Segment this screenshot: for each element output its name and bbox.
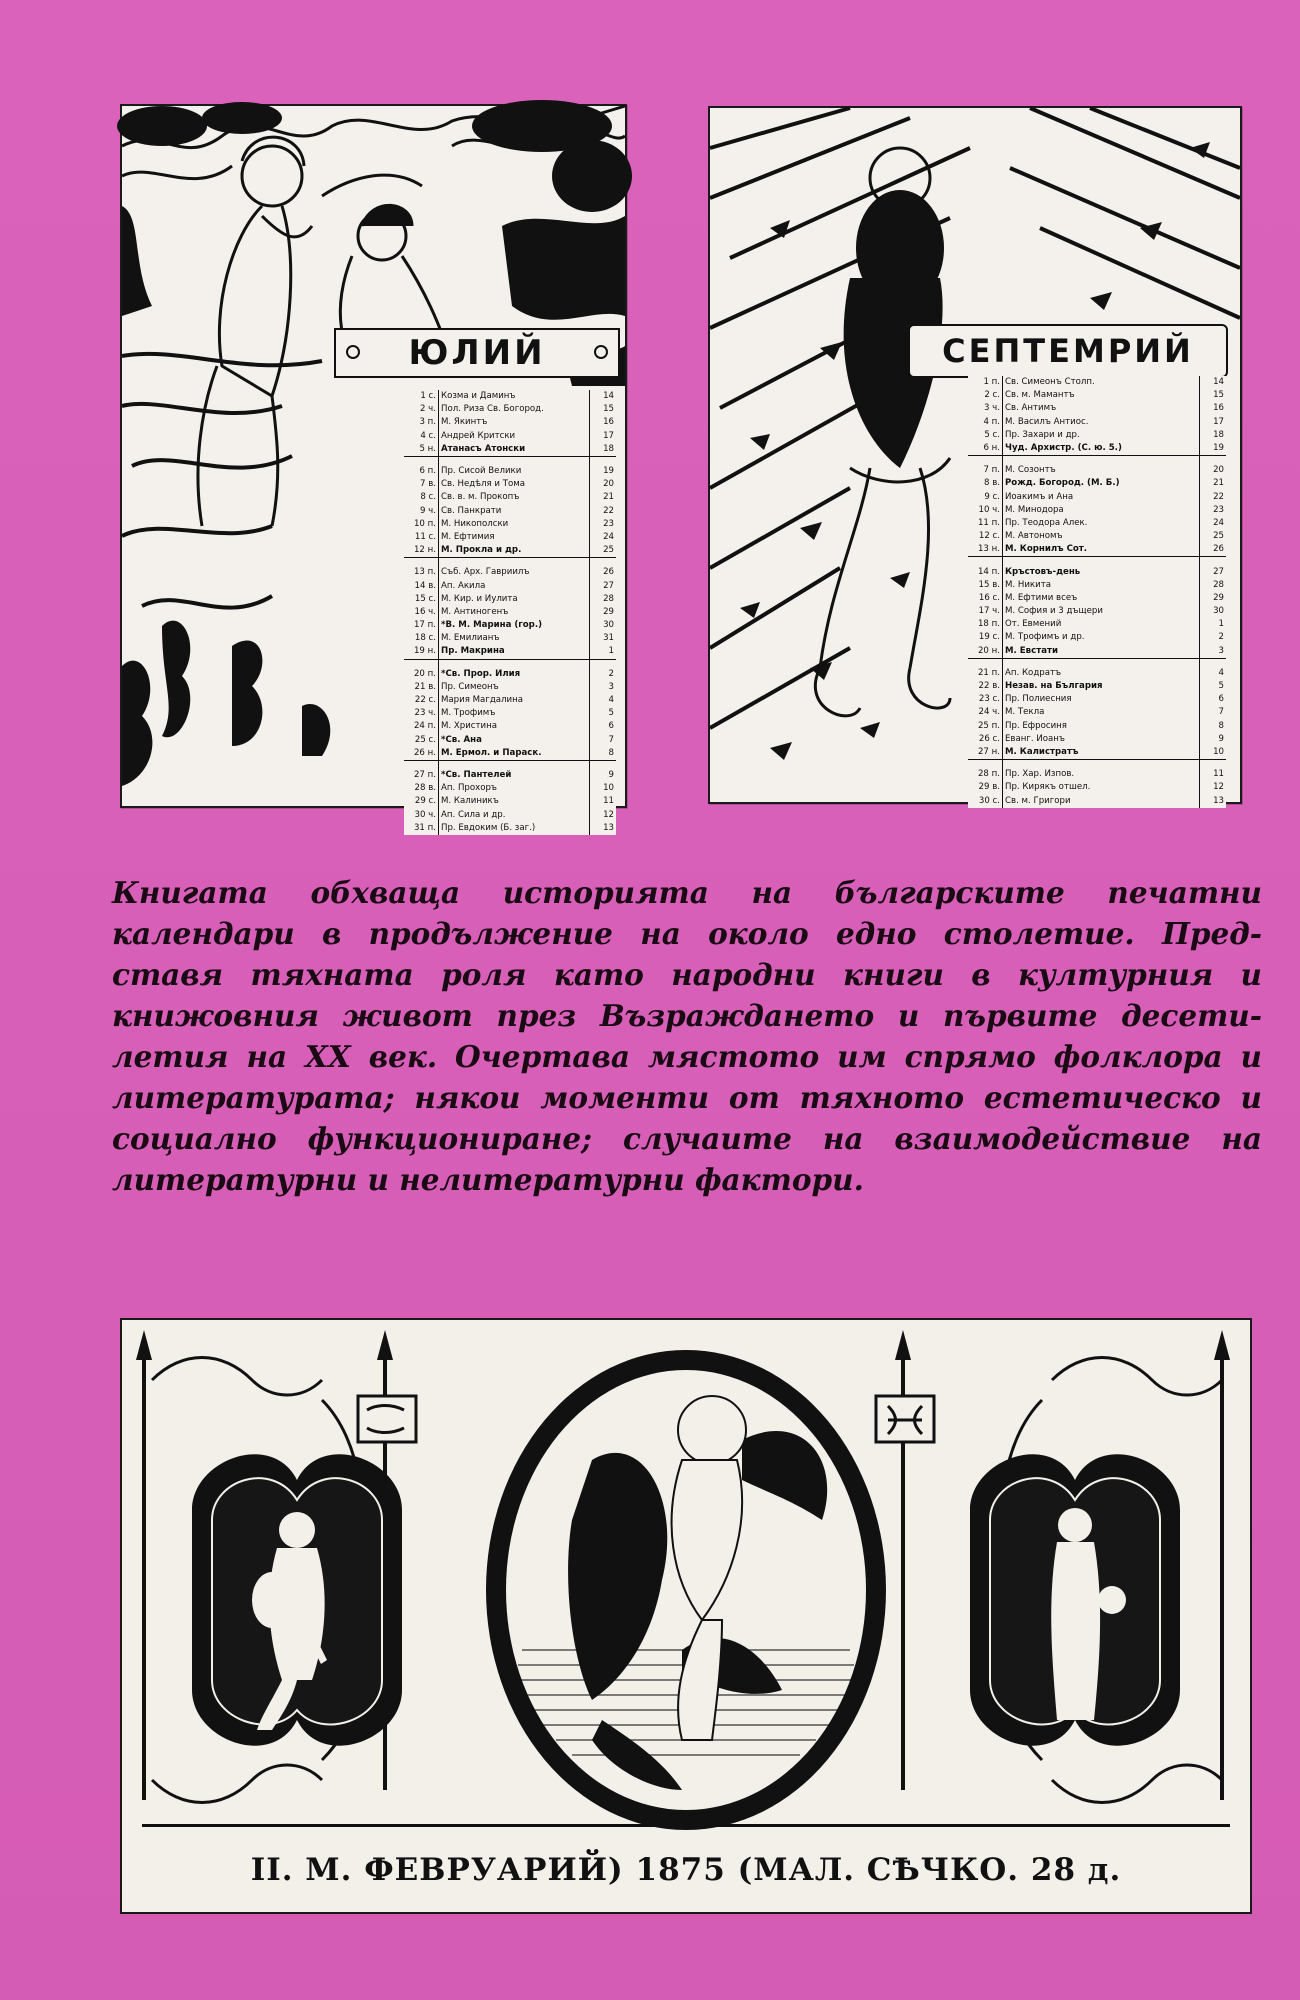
old-style-date: 9 bbox=[608, 769, 614, 780]
old-style-date: 1 bbox=[1218, 619, 1224, 630]
day-number: 30 ч. bbox=[404, 808, 439, 821]
day-number: 28 п. bbox=[968, 768, 1003, 781]
week-gap bbox=[404, 760, 616, 769]
saint-name: Пр. Теодора Алек. bbox=[1003, 517, 1200, 530]
old-style-date: 7 bbox=[1218, 707, 1224, 718]
old-style-date: 18 bbox=[1213, 429, 1224, 440]
week-gap bbox=[404, 456, 616, 465]
saint-name: Съб. Арх. Гавриилъ bbox=[439, 566, 590, 579]
calendar-day-row bbox=[404, 734, 616, 747]
day-number: 9 ч. bbox=[404, 505, 439, 518]
day-number: 24 ч. bbox=[968, 706, 1003, 719]
calendar-day-row bbox=[404, 619, 616, 632]
day-number: 29 с. bbox=[404, 795, 439, 808]
calendar-day-row bbox=[968, 543, 1226, 557]
saint-name: Чуд. Архистр. (С. ю. 5.) bbox=[1003, 442, 1200, 456]
old-style-date: 5 bbox=[608, 708, 614, 719]
saint-name: М. Текла bbox=[1003, 706, 1200, 719]
calendar-day-row bbox=[968, 504, 1226, 517]
old-style-date: 3 bbox=[608, 681, 614, 692]
calendar-day-row bbox=[968, 781, 1226, 794]
saint-name: Рожд. Богород. (М. Б.) bbox=[1003, 477, 1200, 490]
day-number: 14 в. bbox=[404, 579, 439, 592]
day-number: 16 с. bbox=[968, 592, 1003, 605]
saint-name: М. Евстати bbox=[1003, 645, 1200, 659]
day-number: 27 п. bbox=[404, 769, 439, 782]
calendar-day-row bbox=[968, 794, 1226, 807]
saint-name: Ап. Сила и др. bbox=[439, 808, 590, 821]
calendar-day-row bbox=[968, 389, 1226, 402]
february-1875-engraving bbox=[120, 1318, 1252, 1914]
saint-name: М. Христина bbox=[439, 720, 590, 733]
description-line: книжовния живот през Възраждането и първите десети- bbox=[112, 998, 1262, 1033]
saint-name: М. София и 3 дъщери bbox=[1003, 605, 1200, 618]
calendar-day-row bbox=[404, 681, 616, 694]
day-number: 17 ч. bbox=[968, 605, 1003, 618]
old-style-date: 22 bbox=[1213, 491, 1224, 502]
week-gap bbox=[404, 659, 616, 668]
saint-name: Пр. Хар. Изпов. bbox=[1003, 768, 1200, 781]
old-style-date: 29 bbox=[1213, 592, 1224, 603]
old-style-date: 11 bbox=[603, 796, 614, 807]
day-number: 2 ч. bbox=[404, 403, 439, 416]
day-number: 1 с. bbox=[404, 390, 439, 403]
day-number: 11 с. bbox=[404, 531, 439, 544]
day-number: 26 н. bbox=[404, 747, 439, 761]
saint-name: М. Никополски bbox=[439, 518, 590, 531]
day-number: 9 с. bbox=[968, 491, 1003, 504]
saint-name: Св. м. Мамантъ bbox=[1003, 389, 1200, 402]
calendar-day-row bbox=[404, 707, 616, 720]
old-style-date: 16 bbox=[603, 417, 614, 428]
calendar-day-row bbox=[968, 429, 1226, 442]
old-style-date: 8 bbox=[590, 747, 617, 761]
saint-name: Ап. Прохоръ bbox=[439, 782, 590, 795]
day-number: 2 с. bbox=[968, 389, 1003, 402]
calendar-day-row bbox=[404, 606, 616, 619]
old-style-date: 6 bbox=[608, 721, 614, 732]
saint-name: Атанасъ Атонски bbox=[439, 443, 590, 457]
old-style-date: 18 bbox=[590, 443, 617, 457]
saint-name: М. Автономъ bbox=[1003, 530, 1200, 543]
day-number: 18 с. bbox=[404, 632, 439, 645]
saint-name: М. Якинтъ bbox=[439, 416, 590, 429]
calendar-day-row bbox=[404, 694, 616, 707]
old-style-date: 30 bbox=[1213, 606, 1224, 617]
calendar-day-row bbox=[404, 782, 616, 795]
calendar-day-row bbox=[968, 720, 1226, 733]
old-style-date: 19 bbox=[1200, 442, 1227, 456]
calendar-day-row bbox=[968, 579, 1226, 592]
saint-name: М. Калиникъ bbox=[439, 795, 590, 808]
saint-name: М. Минодора bbox=[1003, 504, 1200, 517]
old-style-date: 25 bbox=[590, 544, 617, 558]
calendar-day-row bbox=[404, 808, 616, 821]
old-style-date: 29 bbox=[603, 606, 614, 617]
day-number: 7 в. bbox=[404, 478, 439, 491]
saint-name: Св. м. Григори bbox=[1003, 794, 1200, 807]
day-number: 19 н. bbox=[404, 645, 439, 659]
saint-name: М. Трофимъ bbox=[439, 707, 590, 720]
day-number: 25 п. bbox=[968, 720, 1003, 733]
old-style-date: 12 bbox=[603, 809, 614, 820]
calendar-day-row bbox=[404, 544, 616, 558]
day-number: 11 п. bbox=[968, 517, 1003, 530]
week-gap bbox=[404, 558, 616, 567]
day-number: 3 п. bbox=[404, 416, 439, 429]
calendar-day-row bbox=[404, 668, 616, 681]
banner-ornament-left bbox=[346, 345, 360, 359]
saint-name: Незав. на България bbox=[1003, 680, 1200, 693]
old-style-date: 11 bbox=[1213, 769, 1224, 780]
old-style-date: 23 bbox=[603, 518, 614, 529]
calendar-day-row bbox=[968, 376, 1226, 389]
day-number: 18 п. bbox=[968, 618, 1003, 631]
day-number: 6 н. bbox=[968, 442, 1003, 456]
day-number: 20 н. bbox=[968, 645, 1003, 659]
old-style-date: 14 bbox=[1213, 377, 1224, 388]
old-style-date: 2 bbox=[608, 668, 614, 679]
september-month-title: СЕПТЕМРИЙ bbox=[942, 332, 1194, 370]
old-style-date: 8 bbox=[1218, 720, 1224, 731]
old-style-date: 17 bbox=[1213, 416, 1224, 427]
day-number: 10 ч. bbox=[968, 504, 1003, 517]
old-style-date: 10 bbox=[603, 783, 614, 794]
saint-name: М. Ермол. и Параск. bbox=[439, 747, 590, 761]
old-style-date: 27 bbox=[603, 580, 614, 591]
day-number: 22 с. bbox=[404, 694, 439, 707]
calendar-day-row bbox=[404, 465, 616, 478]
july-calendar-page bbox=[120, 104, 627, 833]
calendar-day-row bbox=[404, 430, 616, 443]
saint-name: Пр. Сисой Велики bbox=[439, 465, 590, 478]
calendar-day-row bbox=[968, 667, 1226, 680]
day-number: 20 п. bbox=[404, 668, 439, 681]
day-number: 31 п. bbox=[404, 822, 439, 835]
description-line: летия на XX век. Очертава мястото им спрямо фолклора и bbox=[112, 1039, 1262, 1074]
banner-ornament-right bbox=[594, 345, 608, 359]
calendar-day-row bbox=[968, 517, 1226, 530]
calendar-day-row bbox=[404, 645, 616, 659]
day-number: 4 с. bbox=[404, 430, 439, 443]
old-style-date: 21 bbox=[603, 492, 614, 503]
saint-name: Иоакимъ и Ана bbox=[1003, 491, 1200, 504]
february-1875-caption: II. М. ФЕВРУАРИЙ) 1875 (МАЛ. СѢЧКО. 28 д. bbox=[250, 1852, 1122, 1888]
day-number: 26 с. bbox=[968, 733, 1003, 746]
saint-name: М. Емилианъ bbox=[439, 632, 590, 645]
old-style-date: 24 bbox=[603, 531, 614, 542]
saint-name: Св. Антимъ bbox=[1003, 402, 1200, 415]
calendar-day-row bbox=[404, 403, 616, 416]
description-line: литературни и нелитературни фактори. bbox=[112, 1162, 864, 1197]
saint-name: М. Ефтими всеъ bbox=[1003, 592, 1200, 605]
description-line: календари в продължение на около едно столетие. Пред- bbox=[112, 916, 1262, 951]
old-style-date: 17 bbox=[603, 430, 614, 441]
saint-name: *В. М. Марина (гор.) bbox=[439, 619, 590, 632]
day-number: 23 с. bbox=[968, 693, 1003, 706]
calendar-day-row bbox=[404, 769, 616, 782]
saint-name: М. Трофимъ и др. bbox=[1003, 631, 1200, 644]
old-style-date: 20 bbox=[1213, 465, 1224, 476]
old-style-date: 13 bbox=[603, 822, 614, 833]
old-style-date: 12 bbox=[1213, 782, 1224, 793]
calendar-day-row bbox=[404, 478, 616, 491]
saint-name: М. Никита bbox=[1003, 579, 1200, 592]
calendar-day-row bbox=[968, 592, 1226, 605]
saint-name: М. Василъ Антиос. bbox=[1003, 416, 1200, 429]
day-number: 4 п. bbox=[968, 416, 1003, 429]
saint-name: Св. в. м. Прокопъ bbox=[439, 491, 590, 504]
saint-name: От. Евмений bbox=[1003, 618, 1200, 631]
saint-name: Св. Недѣля и Тома bbox=[439, 478, 590, 491]
calendar-day-row bbox=[404, 416, 616, 429]
calendar-day-row bbox=[404, 443, 616, 457]
calendar-day-row bbox=[404, 720, 616, 733]
calendar-day-row bbox=[968, 680, 1226, 693]
old-style-date: 28 bbox=[603, 593, 614, 604]
book-description bbox=[112, 872, 1262, 1200]
calendar-day-row bbox=[968, 706, 1226, 719]
saint-name: М. Ефтимия bbox=[439, 531, 590, 544]
calendar-day-row bbox=[968, 631, 1226, 644]
day-number: 14 п. bbox=[968, 565, 1003, 578]
old-style-date: 20 bbox=[603, 479, 614, 490]
old-style-date: 23 bbox=[1213, 504, 1224, 515]
saint-name: Пр. Евдоким (Б. заг.) bbox=[439, 822, 590, 835]
saint-name: Ап. Кодратъ bbox=[1003, 667, 1200, 680]
description-line: Книгата обхваща историята на българските печатни bbox=[112, 875, 1262, 910]
day-number: 5 с. bbox=[968, 429, 1003, 442]
saint-name: *Св. Прор. Илия bbox=[439, 668, 590, 681]
saint-name: Пр. Макрина bbox=[439, 645, 590, 659]
old-style-date: 25 bbox=[1213, 531, 1224, 542]
old-style-date: 30 bbox=[603, 620, 614, 631]
saint-name: *Св. Ана bbox=[439, 734, 590, 747]
description-line: социално функциониране; случаите на взаимодействие на bbox=[112, 1121, 1262, 1156]
day-number: 21 в. bbox=[404, 681, 439, 694]
calendar-day-row bbox=[968, 491, 1226, 504]
day-number: 6 п. bbox=[404, 465, 439, 478]
calendar-day-row bbox=[968, 733, 1226, 746]
week-gap bbox=[968, 456, 1226, 465]
calendar-day-row bbox=[404, 531, 616, 544]
old-style-date: 13 bbox=[1213, 795, 1224, 806]
old-style-date: 1 bbox=[590, 645, 617, 659]
calendar-day-row bbox=[404, 579, 616, 592]
calendar-day-row bbox=[968, 605, 1226, 618]
day-number: 30 с. bbox=[968, 794, 1003, 807]
calendar-day-row bbox=[404, 566, 616, 579]
old-style-date: 28 bbox=[1213, 579, 1224, 590]
day-number: 16 ч. bbox=[404, 606, 439, 619]
calendar-day-row bbox=[404, 518, 616, 531]
old-style-date: 19 bbox=[603, 466, 614, 477]
day-number: 17 п. bbox=[404, 619, 439, 632]
day-number: 19 с. bbox=[968, 631, 1003, 644]
saint-name: Ап. Акила bbox=[439, 579, 590, 592]
old-style-date: 27 bbox=[1213, 566, 1224, 577]
old-style-date: 14 bbox=[603, 391, 614, 402]
description-line: ставя тяхната роля като народни книги в културния и bbox=[112, 957, 1262, 992]
old-style-date: 5 bbox=[1218, 681, 1224, 692]
calendar-day-row bbox=[404, 822, 616, 835]
september-calendar-page bbox=[708, 106, 1242, 804]
saint-name: Козма и Даминъ bbox=[439, 390, 590, 403]
saint-name: Пр. Полиесния bbox=[1003, 693, 1200, 706]
calendar-day-row bbox=[968, 645, 1226, 659]
old-style-date: 21 bbox=[1213, 478, 1224, 489]
saint-name: М. Прокла и др. bbox=[439, 544, 590, 558]
old-style-date: 15 bbox=[1213, 390, 1224, 401]
old-style-date: 15 bbox=[603, 404, 614, 415]
saint-name: Св. Панкрати bbox=[439, 505, 590, 518]
day-number: 28 в. bbox=[404, 782, 439, 795]
day-number: 25 с. bbox=[404, 734, 439, 747]
old-style-date: 16 bbox=[1213, 403, 1224, 414]
calendar-day-row bbox=[968, 768, 1226, 781]
day-number: 12 с. bbox=[968, 530, 1003, 543]
old-style-date: 4 bbox=[1218, 667, 1224, 678]
saint-name: М. Антиногенъ bbox=[439, 606, 590, 619]
day-number: 23 ч. bbox=[404, 707, 439, 720]
calendar-day-row bbox=[968, 402, 1226, 415]
old-style-date: 2 bbox=[1218, 632, 1224, 643]
calendar-day-row bbox=[968, 746, 1226, 760]
day-number: 29 в. bbox=[968, 781, 1003, 794]
saint-name: Пр. Симеонъ bbox=[439, 681, 590, 694]
calendar-day-row bbox=[968, 530, 1226, 543]
calendar-day-row bbox=[968, 618, 1226, 631]
day-number: 13 н. bbox=[968, 543, 1003, 557]
day-number: 15 с. bbox=[404, 593, 439, 606]
day-number: 27 н. bbox=[968, 746, 1003, 760]
saint-name: Пр. Захари и др. bbox=[1003, 429, 1200, 442]
day-number: 22 в. bbox=[968, 680, 1003, 693]
saint-name: М. Созонтъ bbox=[1003, 464, 1200, 477]
saint-name: Пол. Риза Св. Богород. bbox=[439, 403, 590, 416]
old-style-date: 3 bbox=[1200, 645, 1227, 659]
july-month-banner bbox=[334, 328, 620, 378]
july-month-title: ЮЛИЙ bbox=[408, 333, 546, 373]
week-gap bbox=[968, 658, 1226, 667]
week-gap bbox=[968, 760, 1226, 769]
old-style-date: 31 bbox=[603, 633, 614, 644]
old-style-date: 10 bbox=[1200, 746, 1227, 760]
day-number: 3 ч. bbox=[968, 402, 1003, 415]
day-number: 15 в. bbox=[968, 579, 1003, 592]
old-style-date: 9 bbox=[1218, 733, 1224, 744]
calendar-day-row bbox=[404, 505, 616, 518]
calendar-day-row bbox=[968, 565, 1226, 578]
calendar-day-row bbox=[404, 390, 616, 403]
day-number: 12 н. bbox=[404, 544, 439, 558]
saint-name: Св. Симеонъ Столп. bbox=[1003, 376, 1200, 389]
old-style-date: 26 bbox=[603, 567, 614, 578]
day-number: 24 п. bbox=[404, 720, 439, 733]
description-line: литературата; някои моменти от тяхното естетическо и bbox=[112, 1080, 1262, 1115]
old-style-date: 22 bbox=[603, 505, 614, 516]
old-style-date: 6 bbox=[1218, 694, 1224, 705]
old-style-date: 26 bbox=[1200, 543, 1227, 557]
old-style-date: 24 bbox=[1213, 517, 1224, 528]
day-number: 21 п. bbox=[968, 667, 1003, 680]
day-number: 1 п. bbox=[968, 376, 1003, 389]
september-month-banner bbox=[908, 324, 1228, 378]
saint-name: М. Корнилъ Сот. bbox=[1003, 543, 1200, 557]
calendar-day-row bbox=[968, 442, 1226, 456]
day-number: 7 п. bbox=[968, 464, 1003, 477]
day-number: 8 в. bbox=[968, 477, 1003, 490]
saint-name: М. Кир. и Иулита bbox=[439, 593, 590, 606]
saint-name: Андрей Критски bbox=[439, 430, 590, 443]
day-number: 10 п. bbox=[404, 518, 439, 531]
saint-name: Пр. Кирякъ отшел. bbox=[1003, 781, 1200, 794]
day-number: 8 с. bbox=[404, 491, 439, 504]
calendar-day-row bbox=[404, 593, 616, 606]
caption-divider bbox=[142, 1824, 1230, 1827]
week-gap bbox=[968, 557, 1226, 566]
september-days-table bbox=[968, 376, 1226, 808]
calendar-day-row bbox=[404, 795, 616, 808]
july-days-table bbox=[404, 390, 616, 835]
calendar-day-row bbox=[968, 693, 1226, 706]
calendar-day-row bbox=[404, 632, 616, 645]
day-number: 5 н. bbox=[404, 443, 439, 457]
calendar-day-row bbox=[968, 464, 1226, 477]
saint-name: Кръстовъ-день bbox=[1003, 565, 1200, 578]
calendar-day-row bbox=[404, 747, 616, 761]
day-number: 13 п. bbox=[404, 566, 439, 579]
saint-name: *Св. Пантелей bbox=[439, 769, 590, 782]
saint-name: Пр. Ефросиня bbox=[1003, 720, 1200, 733]
calendar-day-row bbox=[968, 477, 1226, 490]
saint-name: Мария Магдалина bbox=[439, 694, 590, 707]
calendar-day-row bbox=[968, 416, 1226, 429]
old-style-date: 4 bbox=[608, 695, 614, 706]
saint-name: М. Калистратъ bbox=[1003, 746, 1200, 760]
old-style-date: 7 bbox=[608, 734, 614, 745]
calendar-day-row bbox=[404, 491, 616, 504]
saint-name: Еванг. Иоанъ bbox=[1003, 733, 1200, 746]
